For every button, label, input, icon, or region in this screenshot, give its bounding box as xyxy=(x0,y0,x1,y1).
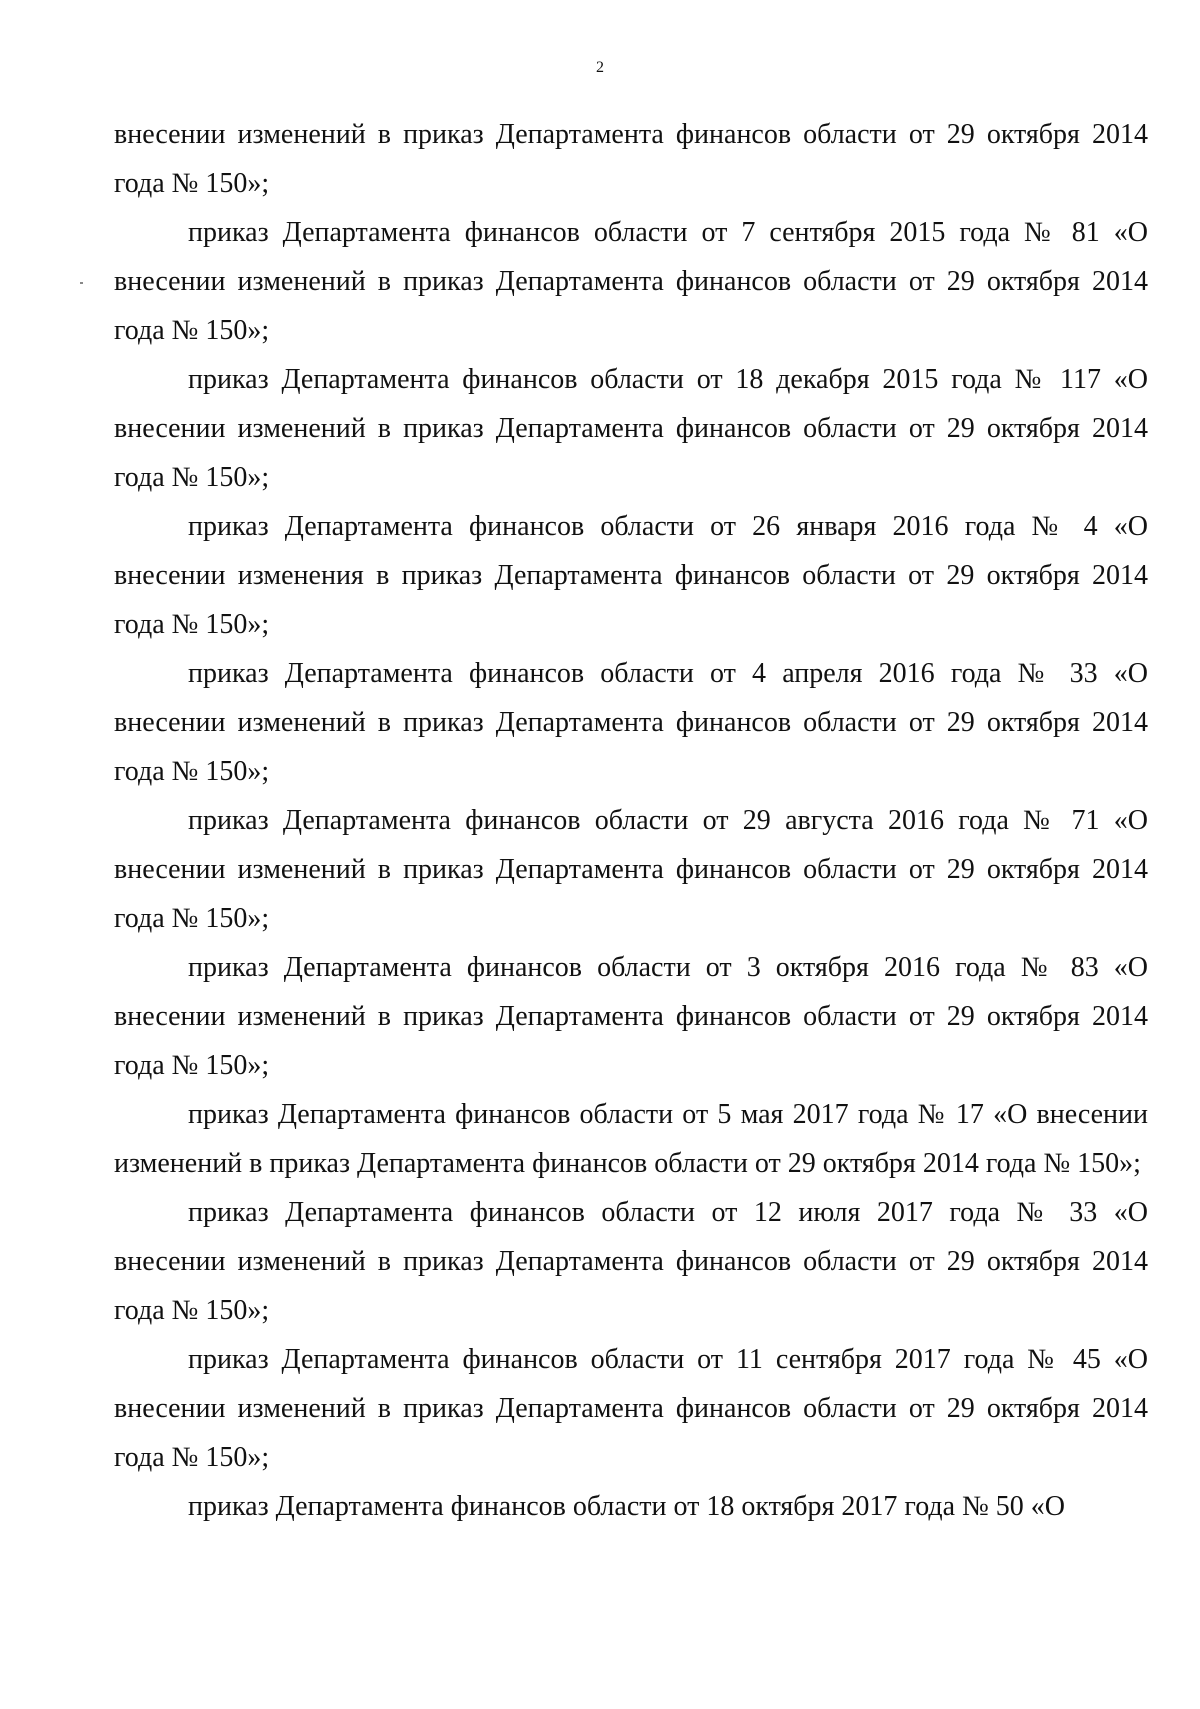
paragraph-order-2016-01-26: приказ Департамента финансов области от 26 января 2016 года № 4 «О внесении изменения в приказ Департамента финансов области от 29 октября 2014 года № 150»; xyxy=(114,511,1148,640)
paragraph-order-2016-04-04: приказ Департамента финансов области от 4 апреля 2016 года № 33 «О внесении изменений в приказ Департамента финансов области от 29 октября 2014 года № 150»; xyxy=(114,658,1148,787)
paragraph-order-2017-07-12: приказ Департамента финансов области от 12 июля 2017 года № 33 «О внесении изменений в приказ Департамента финансов области от 29 октября 2014 года № 150»; xyxy=(114,1197,1148,1326)
paragraph-order-2017-05-05: приказ Департамента финансов области от 5 мая 2017 года № 17 «О внесении изменений в приказ Департамента финансов области от 29 октября 2014 года № 150»; xyxy=(114,1099,1148,1179)
document-body xyxy=(114,110,1148,1531)
paragraph-order-2016-08-29: приказ Департамента финансов области от 29 августа 2016 года № 71 «О внесении изменений в приказ Департамента финансов области от 29 октября 2014 года № 150»; xyxy=(114,805,1148,934)
paragraph-order-2015-12-18: приказ Департамента финансов области от 18 декабря 2015 года № 117 «О внесении изменений в приказ Департамента финансов области от 29 октября 2014 года № 150»; xyxy=(114,364,1148,493)
paragraph-continuation: внесении изменений в приказ Департамента финансов области от 29 октября 2014 года № 150»; xyxy=(114,119,1148,199)
paragraph-order-2016-10-03: приказ Департамента финансов области от 3 октября 2016 года № 83 «О внесении изменений в приказ Департамента финансов области от 29 октября 2014 года № 150»; xyxy=(114,952,1148,1081)
paragraph-order-2017-10-18: приказ Департамента финансов области от 18 октября 2017 года № 50 «О xyxy=(188,1491,1066,1522)
paragraph-order-2017-09-11: приказ Департамента финансов области от 11 сентября 2017 года № 45 «О внесении изменений в приказ Департамента финансов области от 29 октября 2014 года № 150»; xyxy=(114,1344,1148,1473)
scan-speck xyxy=(80,282,83,284)
paragraph-order-2015-09-07: приказ Департамента финансов области от 7 сентября 2015 года № 81 «О внесении изменений в приказ Департамента финансов области от 29 октября 2014 года № 150»; xyxy=(114,217,1148,346)
page-number: 2 xyxy=(596,59,604,76)
